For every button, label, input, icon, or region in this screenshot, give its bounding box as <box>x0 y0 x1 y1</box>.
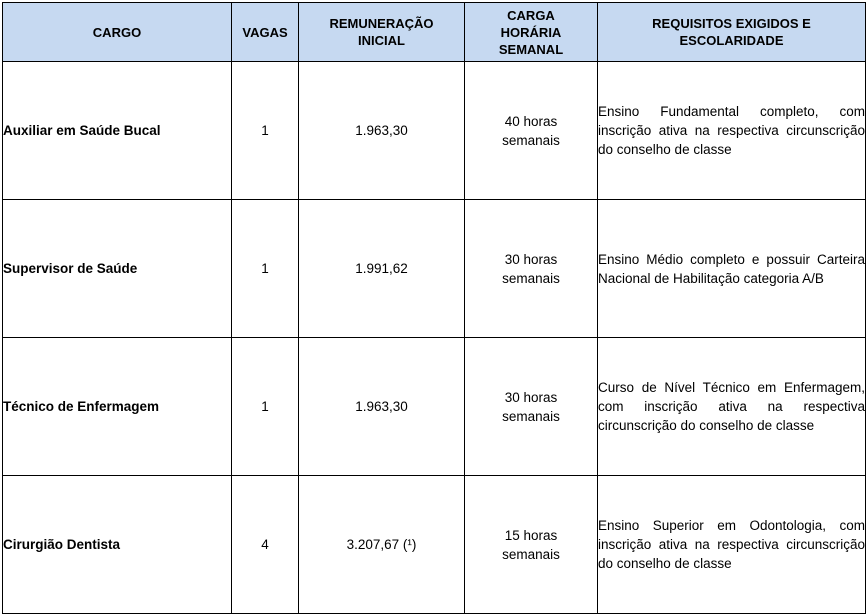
table-row <box>3 62 866 200</box>
cell-carga-line-1: 30 horas <box>504 389 558 405</box>
header-carga-line-2: HORÁRIA <box>500 24 562 40</box>
table-row <box>3 476 866 614</box>
table-header-row <box>3 3 866 62</box>
cell-remuneracao: 1.963,30 <box>299 62 465 200</box>
cell-remuneracao: 1.963,30 <box>299 338 465 476</box>
cell-carga-line-1: 40 horas <box>504 113 558 129</box>
cell-carga-line-2: semanais <box>502 408 560 424</box>
vacancies-table <box>2 2 866 614</box>
cell-vagas: 1 <box>232 200 299 338</box>
cell-carga <box>465 200 598 338</box>
header-requisitos-line-1: REQUISITOS EXIGIDOS E <box>652 16 811 31</box>
cell-vagas: 1 <box>232 338 299 476</box>
header-requisitos-line-2: ESCOLARIDADE <box>679 33 784 48</box>
cell-carga-line-1: 15 horas <box>504 527 558 543</box>
cell-cargo: Supervisor de Saúde <box>3 200 232 338</box>
cell-carga <box>465 62 598 200</box>
cell-vagas: 4 <box>232 476 299 614</box>
header-vagas-label: VAGAS <box>242 24 288 40</box>
header-cargo-label: CARGO <box>92 24 142 40</box>
header-vagas <box>232 3 299 62</box>
header-carga <box>465 3 598 62</box>
cell-vagas: 1 <box>232 62 299 200</box>
header-remuneracao-line-1: REMUNERAÇÃO <box>329 16 434 31</box>
cell-requisitos: Ensino Superior em Odontologia, com inscrição ativa na respectiva circunscrição do conselho de classe <box>598 476 866 614</box>
cell-requisitos: Ensino Fundamental completo, com inscrição ativa na respectiva circunscrição do conselho de classe <box>598 62 866 200</box>
cell-remuneracao: 1.991,62 <box>299 200 465 338</box>
cell-requisitos: Ensino Médio completo e possuir Carteira Nacional de Habilitação categoria A/B <box>598 200 866 338</box>
header-requisitos <box>598 3 866 62</box>
cell-carga-line-1: 30 horas <box>504 251 558 267</box>
header-remuneracao <box>299 3 465 62</box>
cell-requisitos: Curso de Nível Técnico em Enfermagem, com inscrição ativa na respectiva circunscrição do conselho de classe <box>598 338 866 476</box>
header-carga-line-3: SEMANAL <box>498 41 564 57</box>
cell-remuneracao: 3.207,67 (¹) <box>299 476 465 614</box>
header-cargo <box>3 3 232 62</box>
header-carga-line-1: CARGA <box>507 7 555 23</box>
cell-carga-line-2: semanais <box>502 546 560 562</box>
cell-cargo: Auxiliar em Saúde Bucal <box>3 62 232 200</box>
cell-carga-line-2: semanais <box>502 132 560 148</box>
cell-carga <box>465 476 598 614</box>
table-row <box>3 200 866 338</box>
header-remuneracao-line-2: INICIAL <box>358 33 405 48</box>
cell-cargo: Técnico de Enfermagem <box>3 338 232 476</box>
cell-carga <box>465 338 598 476</box>
cell-carga-line-2: semanais <box>502 270 560 286</box>
cell-cargo: Cirurgião Dentista <box>3 476 232 614</box>
table-row <box>3 338 866 476</box>
